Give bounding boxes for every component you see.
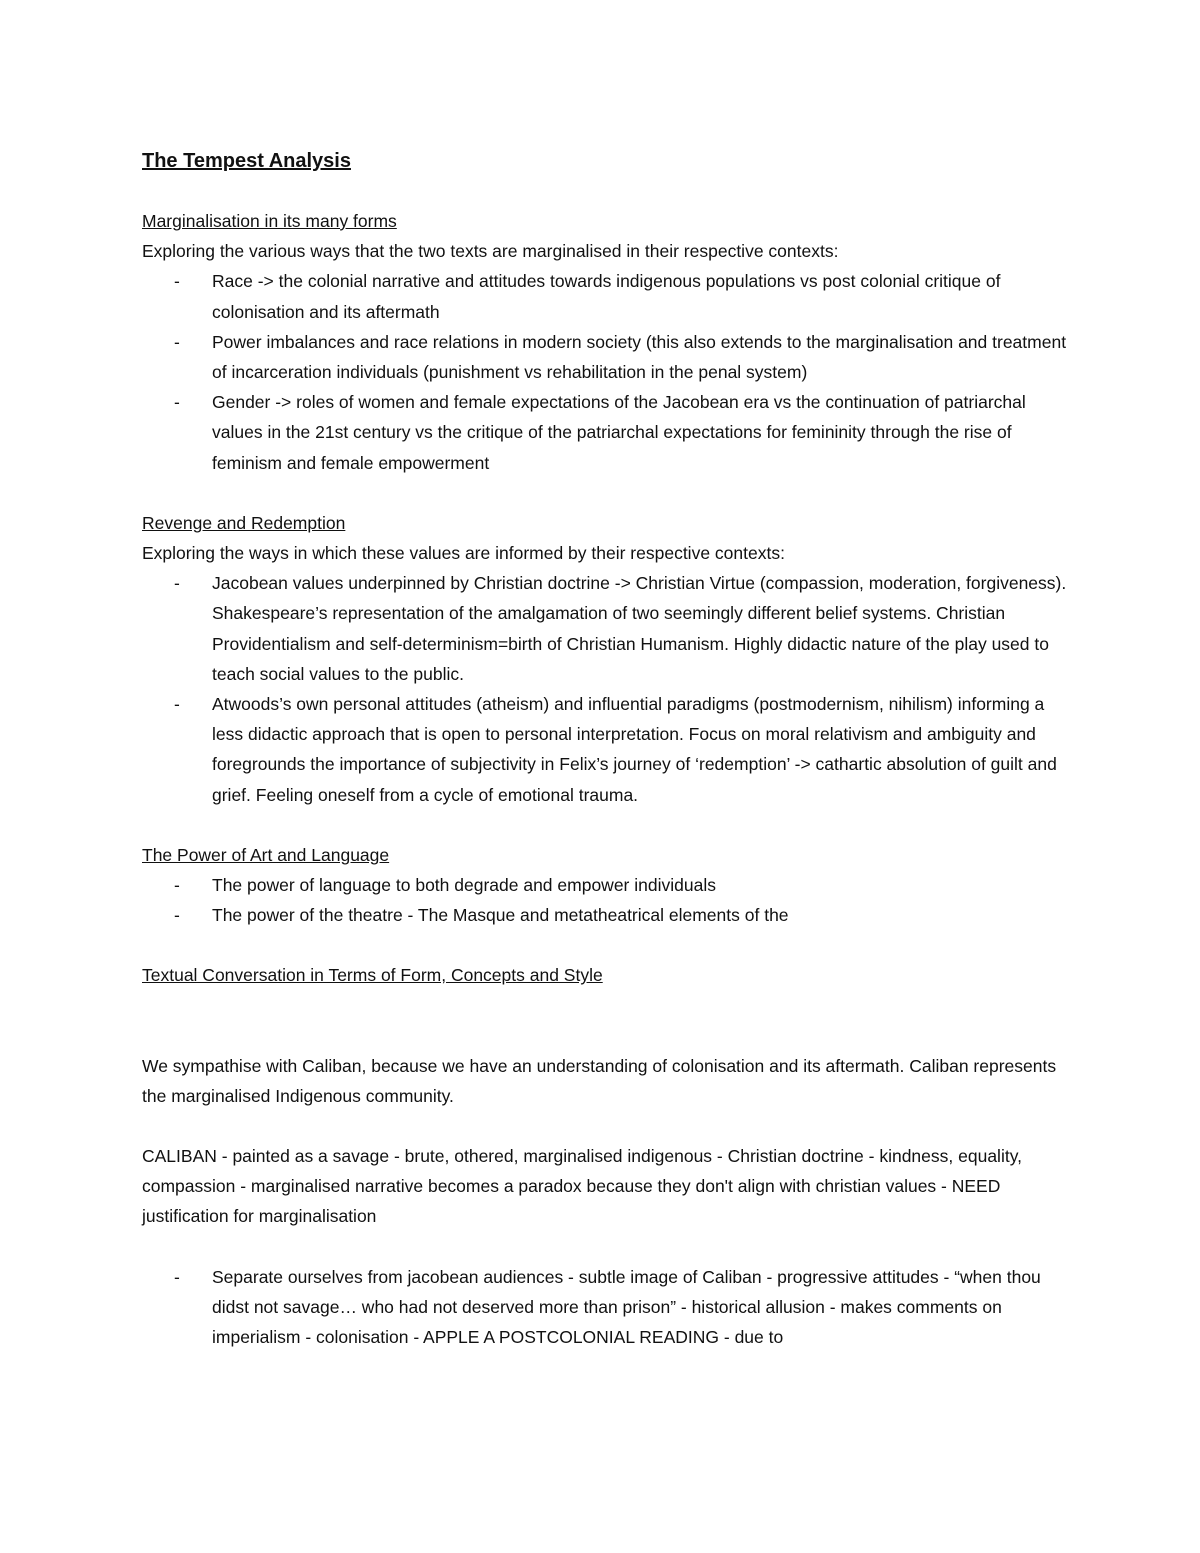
- list-item: - Power imbalances and race relations in modern society (this also extends to the marginalisation and treatment of incarceration individuals (punishment vs rehabilitation in the penal system): [142, 327, 1072, 387]
- section-marginalisation: [142, 206, 1072, 478]
- section-heading: Revenge and Redemption: [142, 512, 346, 533]
- section-intro: Exploring the ways in which these values are informed by their respective contexts:: [142, 543, 785, 564]
- document-page: [142, 146, 1072, 1352]
- list-item: - Gender -> roles of women and female expectations of the Jacobean era vs the continuation of patriarchal values in the 21st century vs the critique of the patriarchal expectations for femininity through the rise of feminism and female empowerment: [142, 387, 1072, 478]
- spacer: [142, 1232, 1072, 1262]
- bullet-list: [142, 870, 1072, 930]
- spacer: [142, 478, 1072, 508]
- document-title: The Tempest Analysis: [142, 150, 351, 172]
- section-textual-conversation: [142, 960, 1072, 990]
- paragraph-sympathise: We sympathise with Caliban, because we have an understanding of colonisation and its aftermath. Caliban represents the marginalised Indigenous community.: [142, 1055, 1057, 1106]
- bullet-list: [142, 568, 1072, 810]
- list-item: - The power of the theatre - The Masque and metatheatrical elements of the: [142, 900, 1072, 930]
- list-item: - Race -> the colonial narrative and attitudes towards indigenous populations vs post colonial critique of colonisation and its aftermath: [142, 266, 1072, 326]
- section-intro: Exploring the various ways that the two texts are marginalised in their respective contexts:: [142, 241, 839, 262]
- spacer: [142, 176, 1072, 206]
- spacer: [142, 930, 1072, 960]
- paragraph-caliban: CALIBAN - painted as a savage - brute, othered, marginalised indigenous - Christian doctrine - kindness, equality, compassion - marginalised narrative becomes a paradox because they don't align with christian values - NEED justification for marginalisation: [142, 1146, 1023, 1227]
- section-heading: The Power of Art and Language: [142, 844, 390, 865]
- spacer: [142, 1111, 1072, 1141]
- section-power-of-art: [142, 840, 1072, 931]
- section-revenge-redemption: [142, 508, 1072, 810]
- list-item: - Jacobean values underpinned by Christian doctrine -> Christian Virtue (compassion, moderation, forgiveness). Shakespeare’s representation of the amalgamation of two seemingly different belief systems. Christian Providentialism and self-determinism=birth of Christian Humanism. Highly didactic nature of the play used to teach social values to the public.: [142, 568, 1072, 689]
- section-heading: Marginalisation in its many forms: [142, 211, 397, 231]
- list-item: - Atwoods’s own personal attitudes (atheism) and influential paradigms (postmodernism, nihilism) informing a less didactic approach that is open to personal interpretation. Focus on moral relativism and ambiguity and foregrounds the importance of subjectivity in Felix’s journey of ‘redemption’ -> cathartic absolution of guilt and grief. Feeling oneself from a cycle of emotional trauma.: [142, 689, 1072, 810]
- spacer: [142, 991, 1072, 1051]
- bullet-list: [142, 266, 1072, 477]
- list-item: - Separate ourselves from jacobean audiences - subtle image of Caliban - progressive attitudes - “when thou didst not savage… who had not deserved more than prison” - historical allusion - makes comments on imperialism - colonisation - APPLE A POSTCOLONIAL READING - due to: [142, 1262, 1072, 1353]
- list-item: - The power of language to both degrade and empower individuals: [142, 870, 1072, 900]
- spacer: [142, 810, 1072, 840]
- bullet-list: [142, 1262, 1072, 1353]
- section-heading: Textual Conversation in Terms of Form, Concepts and Style: [142, 965, 603, 986]
